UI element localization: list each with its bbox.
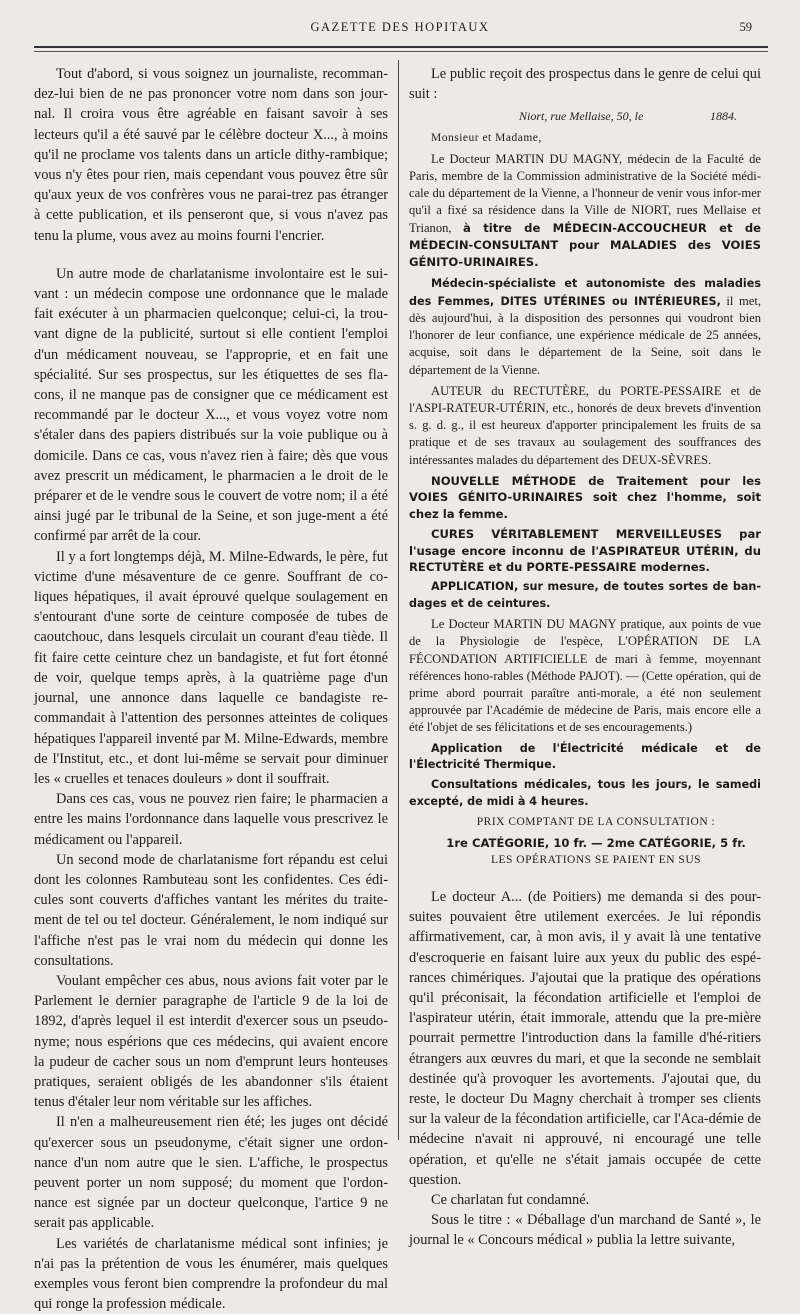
column-divider — [398, 60, 399, 1140]
paragraph: Le docteur A... (de Poitiers) me demanda si des pour-suites pouvaient être utilement exercées. Je lui répondis affirmativement, car, à mon avis, il y avait là une tentative d'escroquerie en faisant luire aux yeux du public des espé-rances chimériques. J'ajoutai que la pratique des opérations qu'il préconisait, la fécondation artificielle et l'emploi de l'aspirateur utérin, était immorale, attendu que la pre-mière pourrait permettre l'introduction dans la famille d'hé-ritiers étrangers aux œuvres du mari, et que la seconde ne semblait destinée qu'à provoquer les avortements. J'ajoutai que, du reste, le docteur Du Magny cherchait à tromper ses clients sur la valeur de la fécondation artificielle, car l'Aca-démie de médecine n'avait ni approuvé, ni encouragé une telle opération, et qu'elle ne s'était jamais occupée de cette question. — [409, 888, 761, 1188]
page-header — [40, 20, 760, 40]
prospectus-salutation: Monsieur et Madame, — [431, 131, 542, 144]
prospectus-paragraph: CURES VÉRITABLEMENT MERVEILLEUSES par l'usage encore inconnu de l'ASPIRATEUR UTÉRIN, du RECTUTÈRE et du PORTE-PESSAIRE modernes. — [409, 527, 761, 574]
price-line: 1re CATÉGORIE, 10 fr. — 2me CATÉGORIE, 5 fr. — [446, 836, 746, 851]
prospectus-paragraph: Le Docteur MARTIN DU MAGNY, médecin de la Faculté de Paris, membre de la Commission administrative de la Société médi-cale du département de la Vienne, a l'honneur de venir vous infor-mer qu'il a fixé sa résidence dans la Ville de NIORT, rues Mellaise et Trianon, à titre de MÉDECIN-ACCOUCHEUR et de MÉDECIN-CONSULTANT pour MALADIES des VOIES GÉNITO-URINAIRES. — [409, 151, 761, 270]
header-rule-thick — [34, 46, 768, 48]
journal-title: GAZETTE DES HOPITAUX — [310, 20, 490, 34]
paragraph: Dans ces cas, vous ne pouvez rien faire; le pharmacien a entre les mains l'ordonnance dans laquelle vous prescrivez le médicament ou l'appareil. — [34, 791, 388, 848]
prospectus-paragraph: AUTEUR du RECTUTÈRE, du PORTE-PESSAIRE et de l'ASPI-RATEUR-UTÉRIN, etc., honorés de deux brevets d'invention s. g. d. g., il est heureux d'apporter principalement les fruits de sa pratique et de ses travaux au soulagement des souffrances des intéressantes malades du département des DEUX-SÈVRES. — [409, 383, 761, 467]
quoted-prospectus — [409, 104, 761, 869]
paragraph: Un second mode de charlatanisme fort répandu est celui dont les colonnes Rambuteau sont les confidentes. Ces édi-cules sont couverts d'affiches vantant les mérites du traite-ment de tel ou tel docteur. Généralement, le nom indiqué sur l'affiche n'est pas le vrai nom du médecin qui donne les consultations. — [34, 851, 388, 969]
paragraph: Il n'en a malheureusement rien été; les juges ont décidé qu'exercer sous un pseudonyme, c'était signer une ordon-nance d'un nom autre que le sien. L'affiche, le prospectus peuvent porter un nom supposé; du moment que l'ordon-nance est signée par un docteur quelconque, l'artice 9 ne serait pas applicable. — [34, 1114, 388, 1232]
left-column — [34, 64, 388, 1314]
paragraph: Sous le titre : « Déballage d'un marchand de Santé », le journal le « Concours médical » publia la lettre suivante, — [409, 1212, 761, 1249]
paragraph: Il y a fort longtemps déjà, M. Milne-Edwards, le père, fut victime d'une mésaventure de ce genre. Souffrant de co-liques hépatiques, il avait éprouvé quelque soulagement en s'entourant d'une sorte de ceinture composée de tubes de caoutchouc, dans lesquels circulait un courant d'eau tiède. Il fit faire cette ceinture chez un bandagiste, et fut fort étonné de voir, quelque temps après, à la quatrième page d'un journal, une annonce dans laquelle ce bandagiste re-commandait à l'attention des personnes atteintes de coliques hépatiques l'appareil inventé par M. Milne-Edwards, membre de l'Institut, etc., et dont lui-même se servait pour diminuer les « cruelles et tenaces douleurs » dont il souffrait. — [34, 548, 388, 787]
prospectus-place: Niort, rue Mellaise, 50, le — [519, 109, 644, 124]
prospectus-paragraph: Le Docteur MARTIN DU MAGNY pratique, aux points de vue de la Physiologie de l'espèce, L'OPÉRATION DE LA FÉCONDATION ARTIFICIELLE de mari à femme, moyennant références hono-rables (Méthode PAJOT). — (Cette opération, qui de prime abord pourrait paraître anti-morale, a été non seulement approuvée par l'Académie de médecine de Paris, mais encore elle a été l'objet de ses félicitations et de ses encouragements.) — [409, 617, 761, 735]
header-rule-thin — [34, 51, 768, 52]
prospectus-paragraph: NOUVELLE MÉTHODE de Traitement pour les VOIES GÉNITO-URINAIRES soit chez l'homme, soit chez la femme. — [409, 473, 761, 521]
prospectus-paragraph: Consultations médicales, tous les jours, le samedi excepté, de midi à 4 heures. — [409, 778, 761, 808]
right-column — [409, 64, 761, 1251]
paragraph: Tout d'abord, si vous soignez un journaliste, recomman-dez-lui bien de ne pas prononcer votre nom dans son jour-nal. Il croira vous être agréable en faisant savoir à ses lecteurs qu'il a été sauvé par le célèbre docteur X..., à moins qu'il ne proclame vos talents dans un article dithy-rambique; vous n'y êtes pour rien, mais cependant vous pouvez être sûr qu'aux yeux de vos confrères vous ne parai-trez pas étranger à cette publication, et ils penseront que, si vous n'avez pas tenu la plume, vous avez au moins fourni l'encrier. — [34, 66, 388, 244]
prospectus-paragraph: Application de l'Électricité médicale et de l'Électricité Thermique. — [409, 741, 761, 771]
price-note: LES OPÉRATIONS SE PAIENT EN SUS — [490, 853, 702, 866]
paragraph: Un autre mode de charlatanisme involontaire est le sui-vant : un médecin compose une ordonnance que le malade fait exécuter à un pharmacien quelconque; celui-ci, la trou-vant digne de la publicité, surtout si elle contient l'emploi d'un médicament nouveau, se l'approprie, et en fait une spécialité. Sur ses prospectus, sur les étiquettes de ses fla-cons, il ne manque pas de consigner que ce médicament est recommandé par le docteur X..., et vous voyez votre nom s'étaler dans des papiers distribués sur la voie publique ou à domicile. Dans ce cas, vous n'avez rien à faire; dès que vous avez prescrit un médicament, le pharmacien a le droit de le préparer et de le vendre sous le couvert de votre nom; il a été ainsi jugé par le tribunal de la Seine, et son juge-ment a été confirmé par arrêt de la cour. — [34, 265, 388, 545]
paragraph: Voulant empêcher ces abus, nous avions fait voter par le Parlement le dernier paragraphe de l'article 9 de la loi de 1892, d'après lequel il est interdit d'exercer sous un pseudo-nyme; nous espérions que ces médecins, qui avaient encore la pudeur de cacher sous un nom d'emprunt leurs honteuses pratiques, seraient obligés de les abandonner s'ils étaient tenus d'étaler leur nom véritable sur les affiches. — [34, 972, 388, 1111]
paragraph: Ce charlatan fut condamné. — [431, 1192, 590, 1209]
page-number: 59 — [739, 20, 752, 34]
prospectus-year: 1884. — [710, 109, 737, 124]
prospectus-paragraph: APPLICATION, sur mesure, de toutes sortes de ban-dages et de ceintures. — [409, 580, 761, 610]
prospectus-dateline — [409, 104, 761, 129]
price-heading: PRIX COMPTANT DE LA CONSULTATION : — [476, 816, 716, 829]
prospectus-paragraph: Médecin-spécialiste et autonomiste des maladies des Femmes, DITES UTÉRINES ou INTÉRIEURES, il met, dès aujourd'hui, à la disposition des personnes qui voudront bien l'honorer de leur confiance, une expérience médicale de 25 années, acquise, soit dans le département de la Seine, soit dans le département de la Vienne. — [409, 277, 761, 377]
paragraph: Les variétés de charlatanisme médical sont infinies; je n'ai pas la prétention de vous les énumérer, mais quelques exemples vous feront bien comprendre la profondeur du mal qui ronge la profession médicale. — [34, 1235, 388, 1313]
paragraph: Le public reçoit des prospectus dans le genre de celui qui suit : — [409, 66, 761, 103]
